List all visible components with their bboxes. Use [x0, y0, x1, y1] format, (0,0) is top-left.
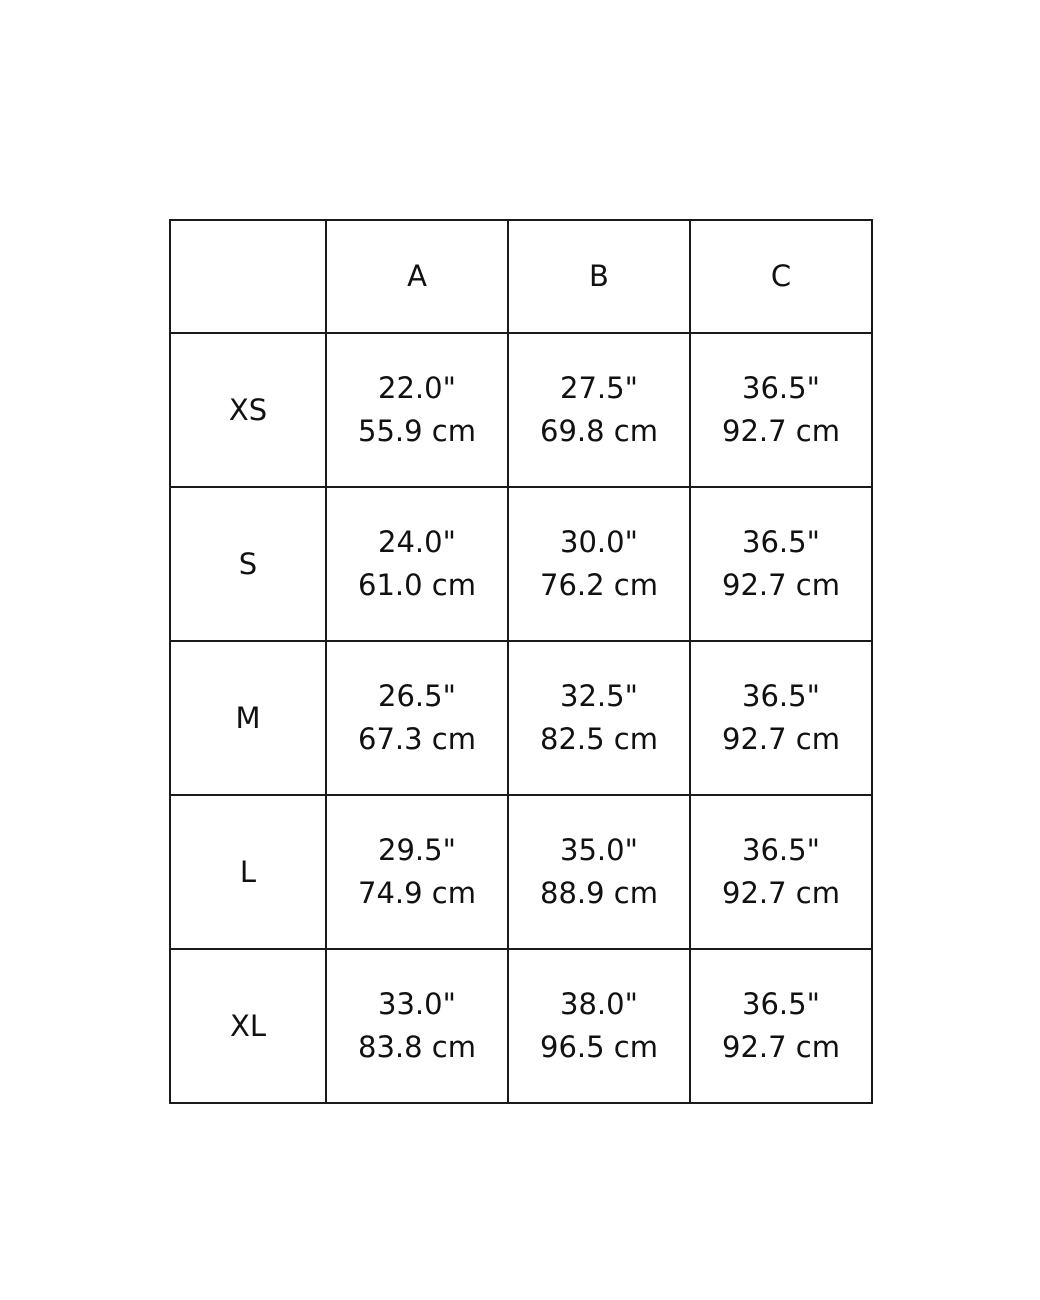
cm-value: 61.0 cm	[358, 568, 476, 602]
cm-value: 92.7 cm	[722, 876, 840, 910]
table-row	[170, 949, 872, 1103]
inch-value: 36.5"	[742, 679, 820, 713]
table-row	[170, 795, 872, 949]
inch-value: 22.0"	[378, 371, 456, 405]
column-header-a: A	[326, 220, 508, 333]
size-label: XS	[170, 333, 326, 487]
cm-value: 96.5 cm	[540, 1030, 658, 1064]
inch-value: 27.5"	[560, 371, 638, 405]
cm-value: 55.9 cm	[358, 414, 476, 448]
inch-value: 36.5"	[742, 525, 820, 559]
inch-value: 26.5"	[378, 679, 456, 713]
cm-value: 92.7 cm	[722, 1030, 840, 1064]
header-row	[170, 220, 872, 333]
size-label: M	[170, 641, 326, 795]
inch-value: 32.5"	[560, 679, 638, 713]
measurement-cell	[508, 487, 690, 641]
table-row	[170, 641, 872, 795]
column-header-c: C	[690, 220, 872, 333]
column-header-b: B	[508, 220, 690, 333]
cm-value: 88.9 cm	[540, 876, 658, 910]
size-label: S	[170, 487, 326, 641]
measurement-cell	[508, 333, 690, 487]
measurement-cell	[690, 795, 872, 949]
measurement-cell	[326, 795, 508, 949]
inch-value: 36.5"	[742, 833, 820, 867]
cm-value: 92.7 cm	[722, 414, 840, 448]
inch-value: 24.0"	[378, 525, 456, 559]
measurement-cell	[508, 795, 690, 949]
cm-value: 69.8 cm	[540, 414, 658, 448]
inch-value: 30.0"	[560, 525, 638, 559]
measurement-cell	[326, 641, 508, 795]
measurement-cell	[690, 333, 872, 487]
size-label: XL	[170, 949, 326, 1103]
inch-value: 35.0"	[560, 833, 638, 867]
measurement-cell	[508, 641, 690, 795]
inch-value: 29.5"	[378, 833, 456, 867]
cm-value: 82.5 cm	[540, 722, 658, 756]
measurement-cell	[690, 949, 872, 1103]
table-row	[170, 487, 872, 641]
measurement-cell	[690, 487, 872, 641]
measurement-cell	[508, 949, 690, 1103]
corner-cell	[170, 220, 326, 333]
inch-value: 38.0"	[560, 987, 638, 1021]
cm-value: 74.9 cm	[358, 876, 476, 910]
cm-value: 76.2 cm	[540, 568, 658, 602]
cm-value: 92.7 cm	[722, 568, 840, 602]
size-label: L	[170, 795, 326, 949]
cm-value: 67.3 cm	[358, 722, 476, 756]
table-row	[170, 333, 872, 487]
size-chart-table	[169, 219, 873, 1104]
measurement-cell	[326, 333, 508, 487]
measurement-cell	[690, 641, 872, 795]
measurement-cell	[326, 949, 508, 1103]
inch-value: 36.5"	[742, 371, 820, 405]
cm-value: 83.8 cm	[358, 1030, 476, 1064]
cm-value: 92.7 cm	[722, 722, 840, 756]
inch-value: 36.5"	[742, 987, 820, 1021]
inch-value: 33.0"	[378, 987, 456, 1021]
measurement-cell	[326, 487, 508, 641]
